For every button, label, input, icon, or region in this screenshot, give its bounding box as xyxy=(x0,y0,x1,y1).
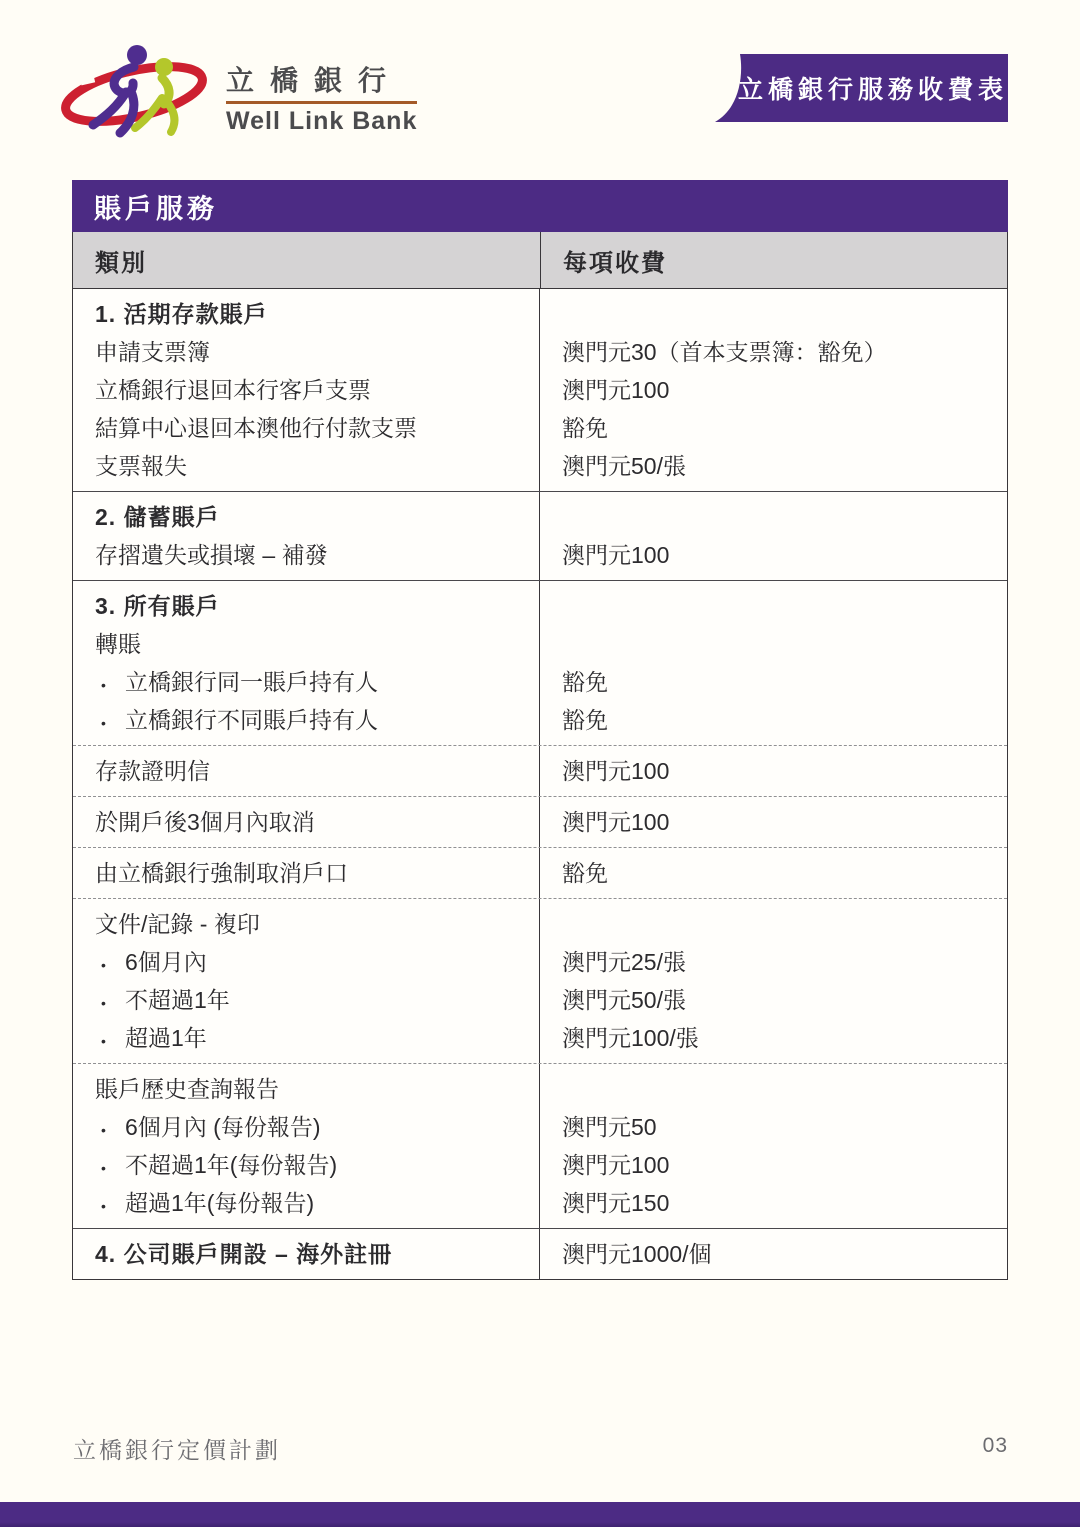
table-body xyxy=(72,289,1008,1280)
row-fee: 澳門元50/張 xyxy=(562,453,686,479)
row-fee: 澳門元100 xyxy=(562,542,670,568)
row-label: 存款證明信 xyxy=(95,758,210,784)
table-column xyxy=(540,492,1007,580)
column-header-fee: 每項收費 xyxy=(540,232,1007,288)
row-label: 3. 所有賬戶 xyxy=(95,593,220,619)
table-column xyxy=(73,848,540,898)
row-fee: 澳門元100 xyxy=(562,377,670,403)
fee-table xyxy=(72,180,1008,1280)
bullet-icon: • xyxy=(101,957,106,973)
table-section xyxy=(73,581,1007,746)
bank-name-en: Well Link Bank xyxy=(226,107,418,135)
row-fee: 澳門元50/張 xyxy=(562,987,686,1013)
footer-document-title: 立橋銀行定價計劃 xyxy=(73,1437,281,1463)
row-label: • 立橋銀行不同賬戶持有人 xyxy=(73,701,539,739)
table-section xyxy=(73,848,1007,899)
row-label: 存摺遺失或損壞 – 補發 xyxy=(95,542,328,568)
table-column xyxy=(540,797,1007,847)
table-column xyxy=(73,746,540,796)
row-label: • 超過1年(每份報告) xyxy=(73,1184,539,1222)
row-label: 2. 儲蓄賬戶 xyxy=(95,504,220,530)
row-label: 文件/記錄 - 複印 xyxy=(95,911,260,937)
table-column xyxy=(540,746,1007,796)
row-label: • 不超過1年(每份報告) xyxy=(73,1146,539,1184)
row-fee xyxy=(540,295,1007,333)
row-fee: 澳門元100/張 xyxy=(562,1025,699,1051)
bullet-icon: • xyxy=(101,1122,106,1138)
row-fee: 豁免 xyxy=(562,415,608,441)
row-fee xyxy=(540,1070,1007,1108)
row-label: 支票報失 xyxy=(95,453,187,479)
row-fee xyxy=(540,498,1007,536)
table-section xyxy=(73,1064,1007,1229)
row-fee: 澳門元25/張 xyxy=(562,949,686,975)
row-label: • 不超過1年 xyxy=(73,981,539,1019)
bullet-icon: • xyxy=(101,715,106,731)
row-fee: 豁免 xyxy=(562,707,608,733)
row-label: • 6個月內 (每份報告) xyxy=(73,1108,539,1146)
bullet-icon: • xyxy=(101,1033,106,1049)
row-fee: 澳門元100 xyxy=(562,1152,670,1178)
row-label: 立橋銀行退回本行客戶支票 xyxy=(95,377,371,403)
table-column xyxy=(73,1064,540,1228)
table-section-title: 賬戶服務 xyxy=(72,180,1008,232)
bank-logo xyxy=(58,40,417,142)
row-fee: 澳門元150 xyxy=(562,1190,670,1216)
row-label: 由立橋銀行強制取消戶口 xyxy=(95,860,348,886)
row-label: 於開戶後3個月內取消 xyxy=(95,809,315,835)
row-label: 轉賬 xyxy=(95,631,141,657)
page-number: 03 xyxy=(982,1434,1008,1457)
row-label: • 6個月內 xyxy=(73,943,539,981)
bullet-icon: • xyxy=(101,1160,106,1176)
table-section xyxy=(73,899,1007,1064)
table-column xyxy=(73,797,540,847)
row-label: • 超過1年 xyxy=(73,1019,539,1057)
bank-logo-text xyxy=(226,40,417,136)
table-column xyxy=(73,289,540,491)
table-column xyxy=(73,1229,540,1279)
table-column xyxy=(540,289,1007,491)
table-column xyxy=(540,1229,1007,1279)
table-column xyxy=(73,899,540,1063)
row-fee: 豁免 xyxy=(562,669,608,695)
row-fee xyxy=(540,905,1007,943)
row-label: 結算中心退回本澳他行付款支票 xyxy=(95,415,417,441)
page-title-badge xyxy=(712,54,1008,122)
row-label: 賬戶歷史查詢報告 xyxy=(95,1076,279,1102)
bank-name-zh: 立橋銀行 xyxy=(226,66,417,104)
table-header-row xyxy=(72,232,1008,289)
bullet-icon: • xyxy=(101,677,106,693)
table-section xyxy=(73,746,1007,797)
row-fee: 澳門元50 xyxy=(562,1114,657,1140)
table-column xyxy=(540,848,1007,898)
table-section xyxy=(73,289,1007,492)
table-section xyxy=(73,797,1007,848)
row-label: 1. 活期存款賬戶 xyxy=(95,301,268,327)
bullet-icon: • xyxy=(101,1198,106,1214)
row-fee xyxy=(540,625,1007,663)
table-column xyxy=(73,492,540,580)
column-header-category: 類別 xyxy=(95,249,147,277)
table-column xyxy=(73,581,540,745)
table-section xyxy=(73,492,1007,581)
page-title-badge-label: 立橋銀行服務收費表 xyxy=(738,76,1009,104)
table-column xyxy=(540,581,1007,745)
table-column xyxy=(540,899,1007,1063)
bottom-accent-bar xyxy=(0,1502,1080,1527)
row-fee: 豁免 xyxy=(562,860,608,886)
bank-logo-icon xyxy=(58,40,216,142)
row-fee: 澳門元1000/個 xyxy=(562,1241,712,1267)
row-label: • 立橋銀行同一賬戶持有人 xyxy=(73,663,539,701)
table-column xyxy=(540,1064,1007,1228)
row-label: 4. 公司賬戶開設 – 海外註冊 xyxy=(95,1241,393,1267)
row-fee: 澳門元100 xyxy=(562,809,670,835)
row-fee xyxy=(540,587,1007,625)
bullet-icon: • xyxy=(101,995,106,1011)
row-fee: 澳門元30（首本支票簿：豁免） xyxy=(562,339,887,365)
table-section xyxy=(73,1229,1007,1279)
row-label: 申請支票簿 xyxy=(95,339,210,365)
row-fee: 澳門元100 xyxy=(562,758,670,784)
